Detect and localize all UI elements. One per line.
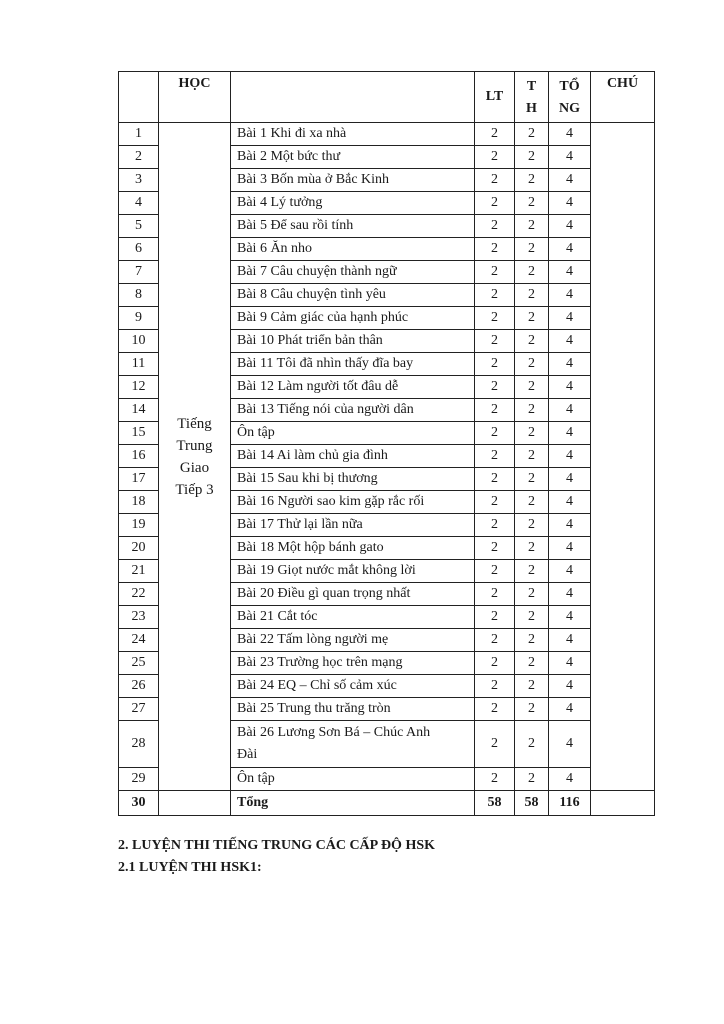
row-th: 2 (515, 468, 549, 491)
row-th: 2 (515, 353, 549, 376)
row-stt: 2 (119, 146, 159, 169)
row-lesson: Bài 16 Người sao kim gặp rắc rối (231, 491, 475, 514)
row-total: 4 (549, 330, 591, 353)
row-note (591, 123, 655, 791)
row-lesson: Ôn tập (231, 768, 475, 791)
row-stt: 12 (119, 376, 159, 399)
row-stt: 26 (119, 675, 159, 698)
row-th: 2 (515, 606, 549, 629)
total-lt: 58 (475, 791, 515, 816)
row-lesson: Bài 25 Trung thu trăng tròn (231, 698, 475, 721)
row-lt: 2 (475, 583, 515, 606)
row-total: 4 (549, 768, 591, 791)
row-th: 2 (515, 169, 549, 192)
row-total: 4 (549, 606, 591, 629)
row-lesson: Bài 13 Tiếng nói của người dân (231, 399, 475, 422)
row-total: 4 (549, 583, 591, 606)
row-lt: 2 (475, 399, 515, 422)
row-lt: 2 (475, 721, 515, 768)
row-th: 2 (515, 629, 549, 652)
row-th: 2 (515, 261, 549, 284)
row-stt: 16 (119, 445, 159, 468)
row-stt: 1 (119, 123, 159, 146)
row-lt: 2 (475, 675, 515, 698)
row-lt: 2 (475, 445, 515, 468)
row-total: 4 (549, 560, 591, 583)
row-lesson: Bài 8 Câu chuyện tình yêu (231, 284, 475, 307)
header-stt (119, 72, 159, 123)
row-lt: 2 (475, 215, 515, 238)
row-stt: 7 (119, 261, 159, 284)
row-th: 2 (515, 768, 549, 791)
row-th: 2 (515, 491, 549, 514)
row-lt: 2 (475, 330, 515, 353)
row-stt: 9 (119, 307, 159, 330)
header-total-top: TỔ (559, 79, 580, 94)
row-lt: 2 (475, 652, 515, 675)
row-th: 2 (515, 698, 549, 721)
row-lesson: Bài 1 Khi đi xa nhà (231, 123, 475, 146)
row-stt: 3 (119, 169, 159, 192)
row-lt: 2 (475, 537, 515, 560)
row-stt: 28 (119, 721, 159, 768)
row-lesson: Bài 24 EQ – Chỉ số cảm xúc (231, 675, 475, 698)
total-module-empty (159, 791, 231, 816)
row-lesson: Bài 2 Một bức thư (231, 146, 475, 169)
row-lt: 2 (475, 192, 515, 215)
row-total: 4 (549, 146, 591, 169)
table-row (119, 123, 655, 146)
row-stt: 11 (119, 353, 159, 376)
row-stt: 6 (119, 238, 159, 261)
row-total: 4 (549, 514, 591, 537)
row-lesson (231, 721, 475, 768)
row-th: 2 (515, 146, 549, 169)
row-lesson: Bài 10 Phát triển bản thân (231, 330, 475, 353)
row-th: 2 (515, 422, 549, 445)
module-name-line: Trung (176, 437, 213, 454)
row-stt: 25 (119, 652, 159, 675)
row-th: 2 (515, 583, 549, 606)
row-total: 4 (549, 721, 591, 768)
curriculum-table (118, 71, 655, 816)
row-stt: 15 (119, 422, 159, 445)
header-th (515, 72, 549, 123)
total-sum: 116 (549, 791, 591, 816)
row-lt: 2 (475, 169, 515, 192)
header-lt: LT (475, 72, 515, 123)
row-stt: 18 (119, 491, 159, 514)
row-lesson: Bài 6 Ăn nho (231, 238, 475, 261)
row-stt: 22 (119, 583, 159, 606)
row-total: 4 (549, 238, 591, 261)
row-total: 4 (549, 491, 591, 514)
row-total: 4 (549, 192, 591, 215)
row-th: 2 (515, 215, 549, 238)
row-th: 2 (515, 560, 549, 583)
row-stt: 14 (119, 399, 159, 422)
header-lesson (231, 72, 475, 123)
row-th: 2 (515, 376, 549, 399)
row-lesson: Bài 7 Câu chuyện thành ngữ (231, 261, 475, 284)
row-th: 2 (515, 330, 549, 353)
row-lesson: Bài 5 Để sau rồi tính (231, 215, 475, 238)
header-total (549, 72, 591, 123)
module-name-line: Giao (179, 459, 210, 476)
row-th: 2 (515, 652, 549, 675)
row-th: 2 (515, 307, 549, 330)
row-total: 4 (549, 537, 591, 560)
row-lt: 2 (475, 284, 515, 307)
row-stt: 5 (119, 215, 159, 238)
header-total-bottom: NG (559, 101, 580, 116)
row-lesson: Ôn tập (231, 422, 475, 445)
row-lt: 2 (475, 468, 515, 491)
row-stt: 24 (119, 629, 159, 652)
row-stt: 10 (119, 330, 159, 353)
row-stt: 23 (119, 606, 159, 629)
module-name-cell (159, 123, 231, 791)
row-total: 4 (549, 284, 591, 307)
table-body (119, 123, 655, 816)
row-total: 4 (549, 307, 591, 330)
row-stt: 20 (119, 537, 159, 560)
row-lt: 2 (475, 698, 515, 721)
row-th: 2 (515, 284, 549, 307)
row-lesson: Bài 17 Thử lại lần nữa (231, 514, 475, 537)
row-lesson: Bài 23 Trường học trên mạng (231, 652, 475, 675)
row-lesson: Bài 9 Cảm giác của hạnh phúc (231, 307, 475, 330)
row-lt: 2 (475, 768, 515, 791)
total-label: Tổng (231, 791, 475, 816)
row-lt: 2 (475, 123, 515, 146)
row-th: 2 (515, 514, 549, 537)
row-lesson-line: Bài 26 Lương Sơn Bá – Chúc Anh (237, 725, 431, 740)
row-th: 2 (515, 445, 549, 468)
row-lt: 2 (475, 491, 515, 514)
row-lesson-line: Đài (237, 747, 258, 762)
row-th: 2 (515, 399, 549, 422)
row-lt: 2 (475, 307, 515, 330)
row-stt: 29 (119, 768, 159, 791)
row-lt: 2 (475, 261, 515, 284)
row-stt: 27 (119, 698, 159, 721)
row-total: 4 (549, 215, 591, 238)
row-lesson: Bài 21 Cắt tóc (231, 606, 475, 629)
header-th-bottom: H (526, 101, 537, 116)
row-total: 4 (549, 169, 591, 192)
row-stt: 17 (119, 468, 159, 491)
table-header-row (119, 72, 655, 123)
row-lesson: Bài 14 Ai làm chủ gia đình (231, 445, 475, 468)
module-name-line: Tiếng (177, 415, 212, 432)
row-stt: 21 (119, 560, 159, 583)
row-lt: 2 (475, 353, 515, 376)
row-th: 2 (515, 238, 549, 261)
section-heading-2: 2. LUYỆN THI TIẾNG TRUNG CÁC CẤP ĐỘ HSK (118, 838, 436, 853)
row-lt: 2 (475, 376, 515, 399)
row-lesson: Bài 15 Sau khi bị thương (231, 468, 475, 491)
row-stt: 19 (119, 514, 159, 537)
row-total: 4 (549, 353, 591, 376)
row-stt: 8 (119, 284, 159, 307)
module-name-line: Tiếp 3 (175, 481, 214, 498)
row-total: 4 (549, 652, 591, 675)
row-total: 4 (549, 399, 591, 422)
total-note-empty (591, 791, 655, 816)
header-note: CHÚ (591, 72, 655, 123)
row-th: 2 (515, 537, 549, 560)
row-lesson: Bài 18 Một hộp bánh gato (231, 537, 475, 560)
total-stt: 30 (119, 791, 159, 816)
row-lt: 2 (475, 560, 515, 583)
total-th: 58 (515, 791, 549, 816)
row-total: 4 (549, 698, 591, 721)
row-lt: 2 (475, 514, 515, 537)
row-lesson: Bài 20 Điều gì quan trọng nhất (231, 583, 475, 606)
row-lesson: Bài 11 Tôi đã nhìn thấy đĩa bay (231, 353, 475, 376)
row-total: 4 (549, 422, 591, 445)
row-lt: 2 (475, 606, 515, 629)
row-th: 2 (515, 192, 549, 215)
row-total: 4 (549, 629, 591, 652)
header-module: HỌC (159, 72, 231, 123)
row-lesson: Bài 19 Giọt nước mắt không lời (231, 560, 475, 583)
row-stt: 4 (119, 192, 159, 215)
row-total: 4 (549, 445, 591, 468)
row-th: 2 (515, 123, 549, 146)
row-th: 2 (515, 721, 549, 768)
row-total: 4 (549, 468, 591, 491)
row-lesson: Bài 3 Bốn mùa ở Bắc Kinh (231, 169, 475, 192)
row-total: 4 (549, 261, 591, 284)
row-total: 4 (549, 376, 591, 399)
row-lesson: Bài 22 Tấm lòng người mẹ (231, 629, 475, 652)
row-total: 4 (549, 675, 591, 698)
row-lt: 2 (475, 238, 515, 261)
row-lt: 2 (475, 422, 515, 445)
header-th-top: T (526, 79, 537, 94)
row-lesson: Bài 4 Lý tưởng (231, 192, 475, 215)
section-heading-2-1: 2.1 LUYỆN THI HSK1: (118, 860, 262, 875)
row-lt: 2 (475, 629, 515, 652)
table-total-row (119, 791, 655, 816)
row-lt: 2 (475, 146, 515, 169)
row-total: 4 (549, 123, 591, 146)
row-lesson: Bài 12 Làm người tốt đâu dễ (231, 376, 475, 399)
row-th: 2 (515, 675, 549, 698)
